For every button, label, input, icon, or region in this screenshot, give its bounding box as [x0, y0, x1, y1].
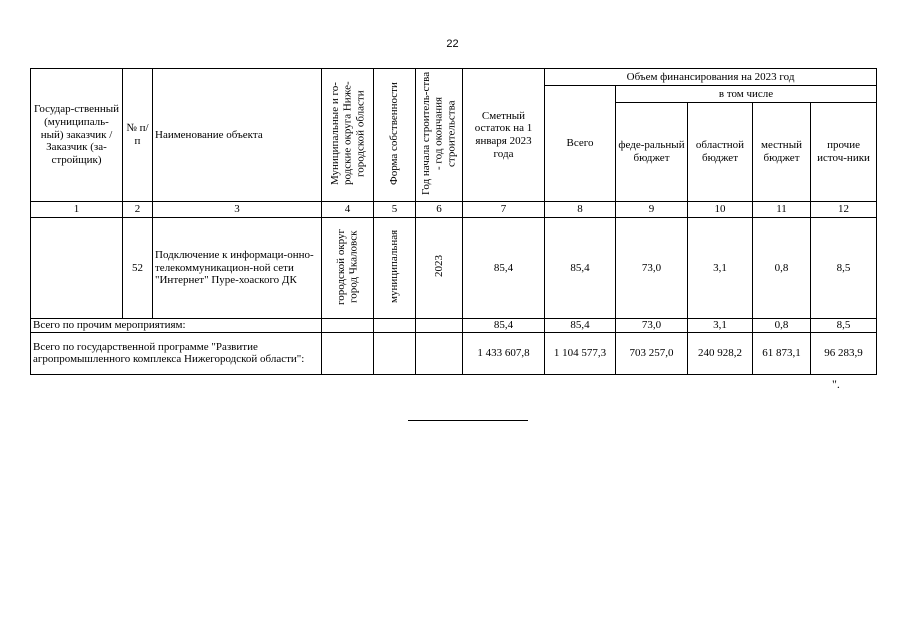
row-customer [31, 218, 123, 319]
closing-quote-mark: ". [832, 377, 840, 391]
grand-total-empty [374, 332, 416, 374]
header-other: прочие источ-ники [811, 103, 877, 202]
column-number: 6 [416, 202, 463, 218]
column-number: 8 [545, 202, 616, 218]
header-ownership [374, 69, 416, 202]
row-ownership [374, 218, 416, 319]
row-total: 85,4 [545, 218, 616, 319]
subtotal-row [31, 319, 877, 333]
column-number: 12 [811, 202, 877, 218]
subtotal-federal: 73,0 [616, 319, 688, 333]
row-local: 0,8 [753, 218, 811, 319]
grand-total-other: 96 283,9 [811, 332, 877, 374]
subtotal-other: 8,5 [811, 319, 877, 333]
row-number: 52 [123, 218, 153, 319]
header-years-text: Год начала строитель-ства - год окончания строительства [420, 71, 458, 195]
column-number: 3 [153, 202, 322, 218]
header-regional: областной бюджет [688, 103, 753, 202]
grand-total-row [31, 332, 877, 374]
header-local: местный бюджет [753, 103, 811, 202]
header-total: Всего [545, 86, 616, 202]
subtotal-label: Всего по прочим мероприятиям: [31, 319, 322, 333]
header-balance: Сметный остаток на 1 января 2023 года [463, 69, 545, 202]
header-ownership-text: Форма собственности [388, 81, 401, 185]
grand-total-label: Всего по государственной программе "Развитие агропромышленного комплекса Нижегородской области": [31, 332, 322, 374]
financing-table [30, 68, 877, 375]
subtotal-local: 0,8 [753, 319, 811, 333]
header-including: в том числе [616, 86, 877, 103]
header-object-name: Наименование объекта [153, 69, 322, 202]
column-number: 4 [322, 202, 374, 218]
subtotal-regional: 3,1 [688, 319, 753, 333]
row-balance: 85,4 [463, 218, 545, 319]
column-number: 11 [753, 202, 811, 218]
table-row [31, 218, 877, 319]
column-number: 1 [31, 202, 123, 218]
column-number: 9 [616, 202, 688, 218]
header-municipality-text: Муниципальные и го-родские округа Ниже-городской области [328, 81, 366, 186]
end-divider-line [408, 420, 528, 421]
subtotal-empty [322, 319, 374, 333]
column-number: 2 [123, 202, 153, 218]
grand-total-empty [322, 332, 374, 374]
grand-total-empty [416, 332, 463, 374]
subtotal-empty [374, 319, 416, 333]
column-number-row [31, 202, 877, 218]
subtotal-total: 85,4 [545, 319, 616, 333]
row-regional: 3,1 [688, 218, 753, 319]
page-number: 22 [446, 38, 459, 50]
header-years [416, 69, 463, 202]
grand-total-total: 1 104 577,3 [545, 332, 616, 374]
subtotal-balance: 85,4 [463, 319, 545, 333]
header-federal: феде-ральный бюджет [616, 103, 688, 202]
column-number: 7 [463, 202, 545, 218]
row-years-text: 2023 [432, 255, 445, 278]
grand-total-balance: 1 433 607,8 [463, 332, 545, 374]
column-number: 10 [688, 202, 753, 218]
row-municipality-text: городской округ город Чкаловск [334, 228, 360, 305]
header-customer: Государ-ственный (муниципаль-ный) заказчик /Заказчик (за-стройщик) [31, 69, 123, 202]
row-municipality [322, 218, 374, 319]
header-funding-group: Объем финансирования на 2023 год [545, 69, 877, 86]
row-ownership-text: муниципальная [388, 229, 401, 303]
row-years [416, 218, 463, 319]
grand-total-regional: 240 928,2 [688, 332, 753, 374]
header-number: № п/п [123, 69, 153, 202]
row-object-name: Подключение к информаци-онно- телекоммуникацион-ной сети "Интернет" Пуре-хоаского ДК [153, 218, 322, 319]
row-federal: 73,0 [616, 218, 688, 319]
row-other: 8,5 [811, 218, 877, 319]
subtotal-empty [416, 319, 463, 333]
header-municipality [322, 69, 374, 202]
column-number: 5 [374, 202, 416, 218]
grand-total-local: 61 873,1 [753, 332, 811, 374]
grand-total-federal: 703 257,0 [616, 332, 688, 374]
